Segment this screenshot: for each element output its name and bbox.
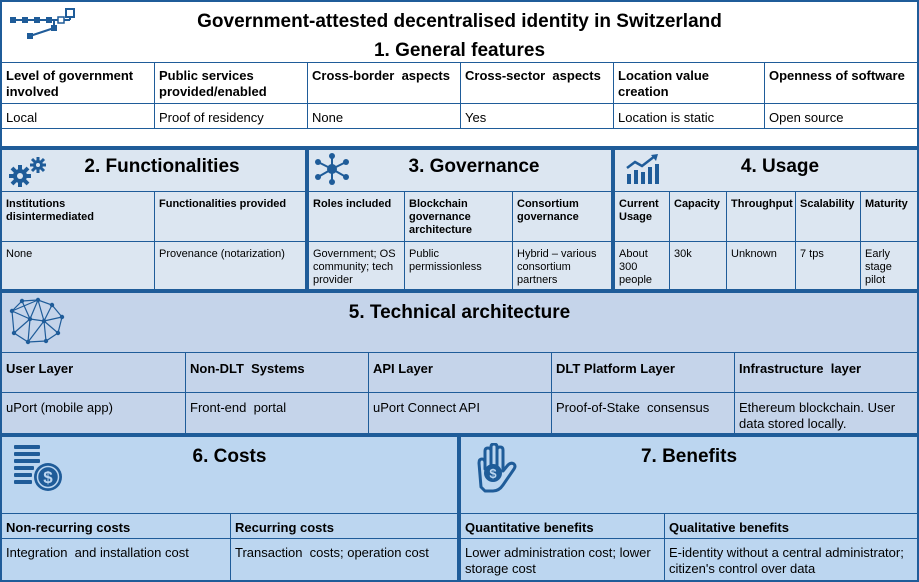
section-heading: 5. Technical architecture <box>348 302 571 323</box>
section-general-features <box>0 0 919 148</box>
svg-text:$: $ <box>43 468 53 487</box>
s6-value-0: Integration and installation cost <box>6 545 189 560</box>
s3-header-2: Consortium governance <box>517 198 579 223</box>
s5-value-1: Front-end portal <box>190 400 287 415</box>
s4-value-0: About 300 people <box>619 248 653 286</box>
s5-header-1: Non-DLT Systems <box>190 361 305 376</box>
section-usage <box>613 148 919 291</box>
section-heading: 6. Costs <box>192 446 267 467</box>
svg-text:$: $ <box>489 466 497 481</box>
s5-value-2: uPort Connect API <box>373 400 480 415</box>
s5-header-4: Infrastructure layer <box>739 361 862 376</box>
s3-header-0: Roles included <box>313 198 392 210</box>
page-title: Government-attested decentralised identity in Switzerland <box>197 11 722 32</box>
s6-value-1: Transaction costs; operation cost <box>235 545 429 560</box>
s1-header-4: Location value creation <box>618 68 710 99</box>
s4-header-0: Current Usage <box>619 198 659 223</box>
s1-value-2: None <box>312 110 344 125</box>
section-heading: 7. Benefits <box>640 446 738 467</box>
s2-header-0: Institutions disintermediated <box>6 198 95 223</box>
s5-value-4: Ethereum blockchain. User data stored locally. <box>739 400 896 431</box>
s1-value-3: Yes <box>465 110 487 125</box>
section-heading: 3. Governance <box>408 156 540 177</box>
s2-value-0: None <box>6 248 33 260</box>
section-heading: 4. Usage <box>740 156 820 177</box>
s5-header-0: User Layer <box>6 361 74 376</box>
s3-value-1: Public permissionless <box>409 248 482 273</box>
s1-header-0: Level of government involved <box>6 68 134 99</box>
s4-header-1: Capacity <box>674 198 720 210</box>
s1-header-1: Public services provided/enabled <box>159 68 267 99</box>
s1-header-5: Openness of software <box>769 68 905 83</box>
s1-header-3: Cross-sector aspects <box>465 68 601 83</box>
section-heading: 1. General features <box>373 40 546 61</box>
s7-value-1: E-identity without a central administrator; citizen's control over data <box>669 545 904 576</box>
section-governance <box>307 148 613 291</box>
s5-header-2: API Layer <box>373 361 433 376</box>
s6-header-0: Non-recurring costs <box>6 520 131 535</box>
s4-header-3: Scalability <box>800 198 855 210</box>
s5-value-0: uPort (mobile app) <box>6 400 113 415</box>
s1-value-4: Location is static <box>618 110 715 125</box>
section-heading: 2. Functionalities <box>84 156 240 177</box>
s7-value-0: Lower administration cost; lower storage cost <box>465 545 651 576</box>
s2-value-1: Provenance (notarization) <box>159 248 285 260</box>
s4-value-2: Unknown <box>731 248 777 260</box>
s5-value-3: Proof-of-Stake consensus <box>556 400 710 415</box>
section-benefits <box>459 435 919 582</box>
s3-value-0: Government; OS community; tech provider <box>313 248 396 286</box>
s4-header-2: Throughput <box>731 198 793 210</box>
s2-header-1: Functionalities provided <box>159 198 287 210</box>
s4-value-4: Early stage pilot <box>865 248 892 286</box>
s7-header-0: Quantitative benefits <box>465 520 594 535</box>
s1-header-2: Cross-border aspects <box>312 68 450 83</box>
network-icon <box>313 152 351 186</box>
section-costs <box>0 435 459 582</box>
s1-value-0: Local <box>6 110 38 125</box>
section-functionalities <box>0 148 307 291</box>
s7-header-1: Qualitative benefits <box>669 520 789 535</box>
s3-value-2: Hybrid – various consortium partners <box>517 248 597 286</box>
s4-value-1: 30k <box>674 248 692 260</box>
s3-header-1: Blockchain governance architecture <box>409 198 472 236</box>
s4-header-4: Maturity <box>865 198 908 210</box>
s1-value-5: Open source <box>769 110 844 125</box>
section-technical-architecture <box>0 291 919 435</box>
s5-header-3: DLT Platform Layer <box>556 361 675 376</box>
s6-header-1: Recurring costs <box>235 520 334 535</box>
s1-value-1: Proof of residency <box>159 110 264 125</box>
s4-value-3: 7 tps <box>800 248 824 260</box>
